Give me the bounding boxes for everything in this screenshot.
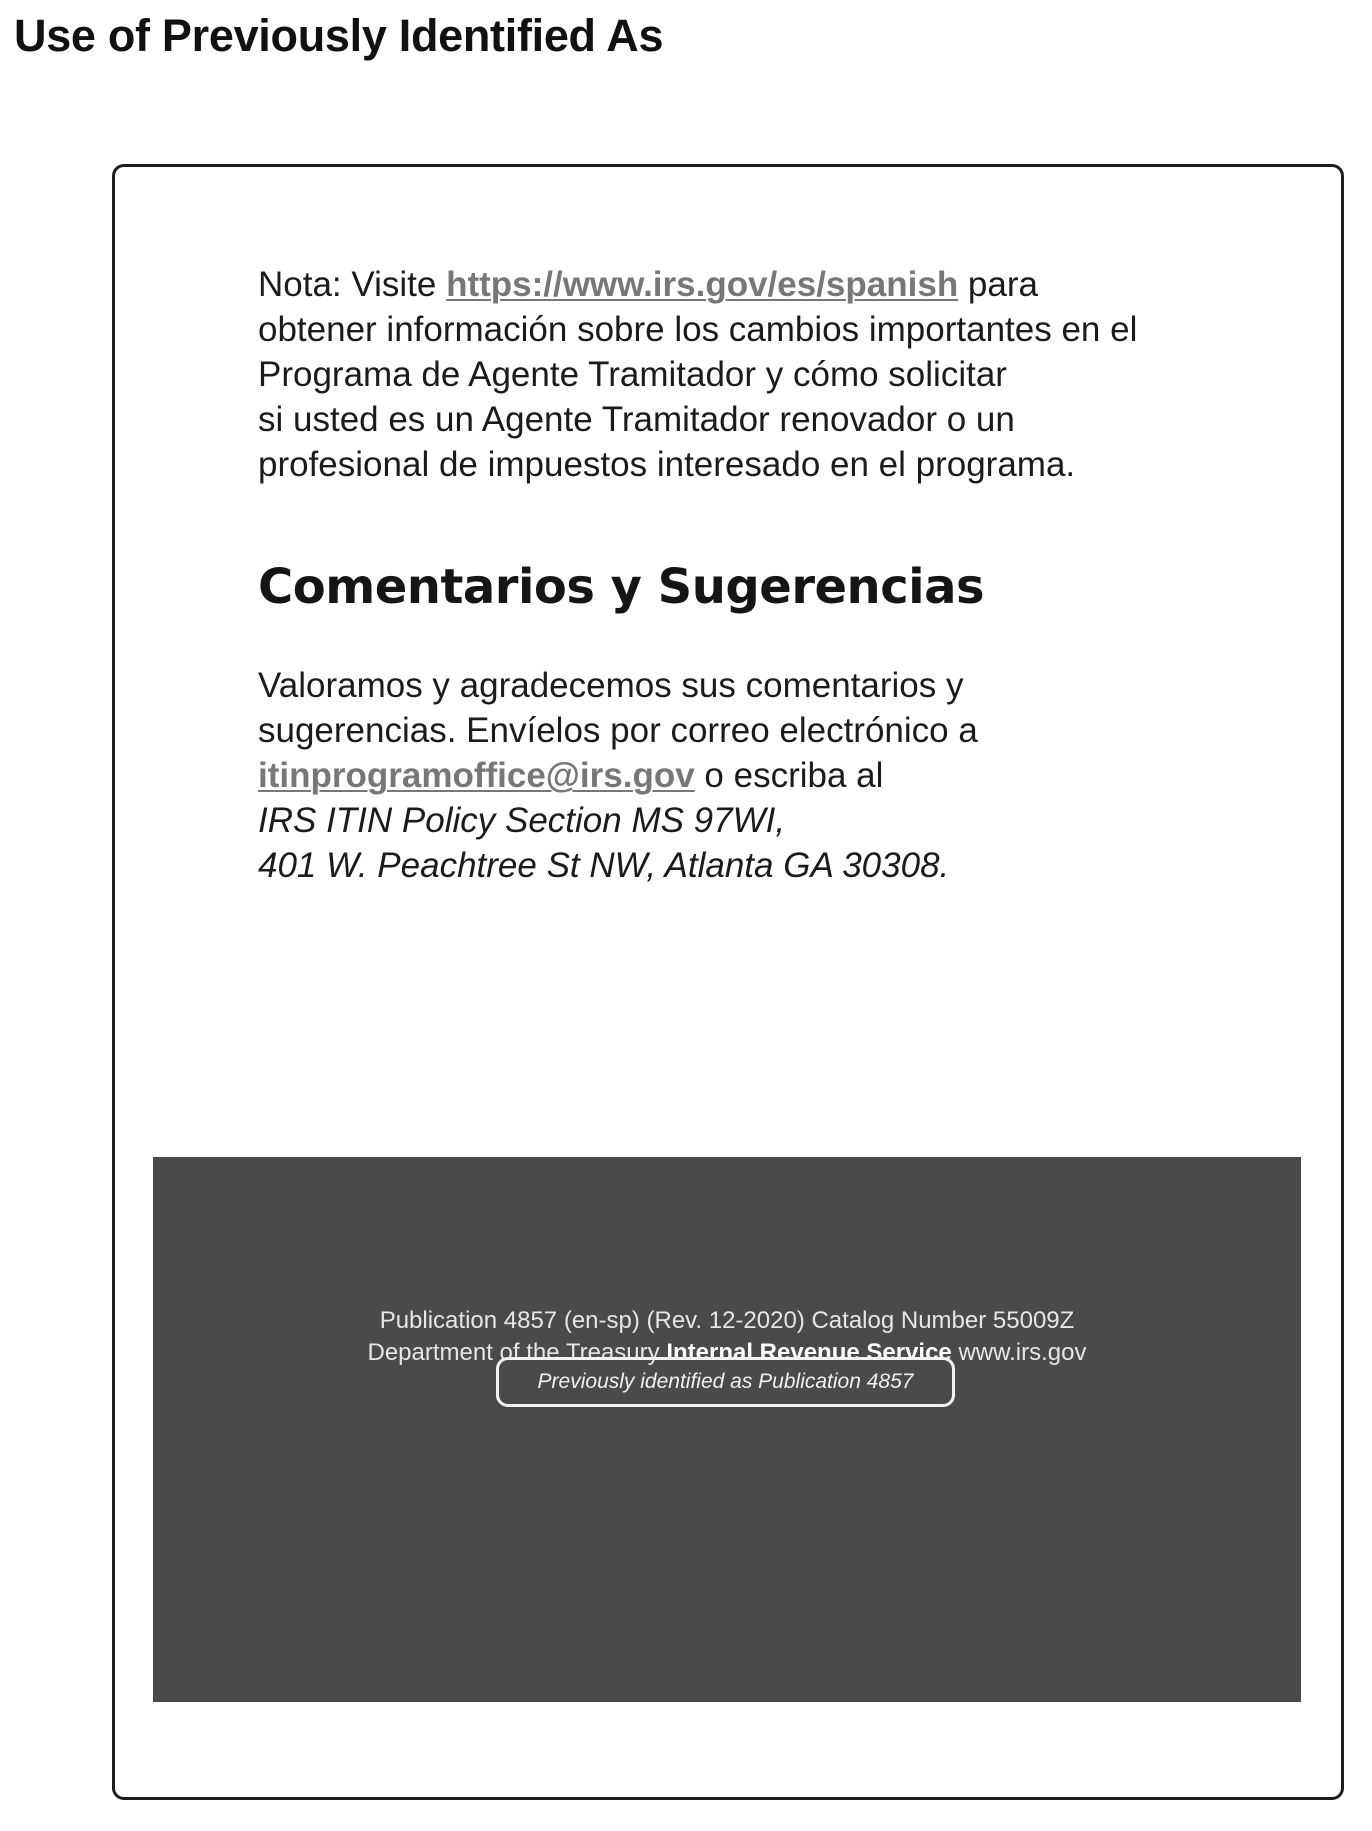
note-prefix: Nota: Visite xyxy=(258,265,447,304)
note-line-1 xyxy=(258,262,1238,307)
note-line-1-suffix: para xyxy=(958,265,1038,304)
address-line-2: 401 W. Peachtree St NW, Atlanta GA 30308. xyxy=(258,846,950,885)
document-frame xyxy=(112,164,1344,1800)
publication-line: Publication 4857 (en-sp) (Rev. 12-2020) Catalog Number 55009Z xyxy=(379,1307,1075,1334)
comments-line-3-suffix: o escriba al xyxy=(694,756,884,795)
irs-spanish-link[interactable]: https://www.irs.gov/es/spanish xyxy=(446,265,959,304)
footer-band xyxy=(153,1157,1301,1702)
note-line-3: Programa de Agente Tramitador y cómo solicitar xyxy=(258,355,1007,394)
previously-identified-badge: Previously identified as Publication 4857 xyxy=(496,1357,955,1407)
note-line-2: obtener información sobre los cambios importantes en el xyxy=(258,310,1138,349)
comments-line-1: Valoramos y agradecemos sus comentarios y xyxy=(258,666,964,705)
address-line-1: IRS ITIN Policy Section MS 97WI, xyxy=(258,801,786,840)
website-text: www.irs.gov xyxy=(951,1339,1087,1366)
comments-line-2: sugerencias. Envíelos por correo electrónico a xyxy=(258,711,978,750)
comments-title: Comentarios y Sugerencias xyxy=(258,559,985,615)
document-content xyxy=(258,262,1238,888)
email-link[interactable]: itinprogramoffice@irs.gov xyxy=(258,756,695,795)
department-prefix: Department of the Treasury xyxy=(367,1339,667,1366)
comments-paragraph xyxy=(258,663,1238,888)
note-line-5: profesional de impuestos interesado en el programa. xyxy=(258,445,1076,484)
note-line-4: si usted es un Agente Tramitador renovador o un xyxy=(258,400,1015,439)
note-paragraph xyxy=(258,262,1238,487)
irs-name: Internal Revenue Service xyxy=(666,1339,952,1366)
comments-line-3 xyxy=(258,753,1238,798)
page-heading: Use of Previously Identified As xyxy=(14,10,664,61)
